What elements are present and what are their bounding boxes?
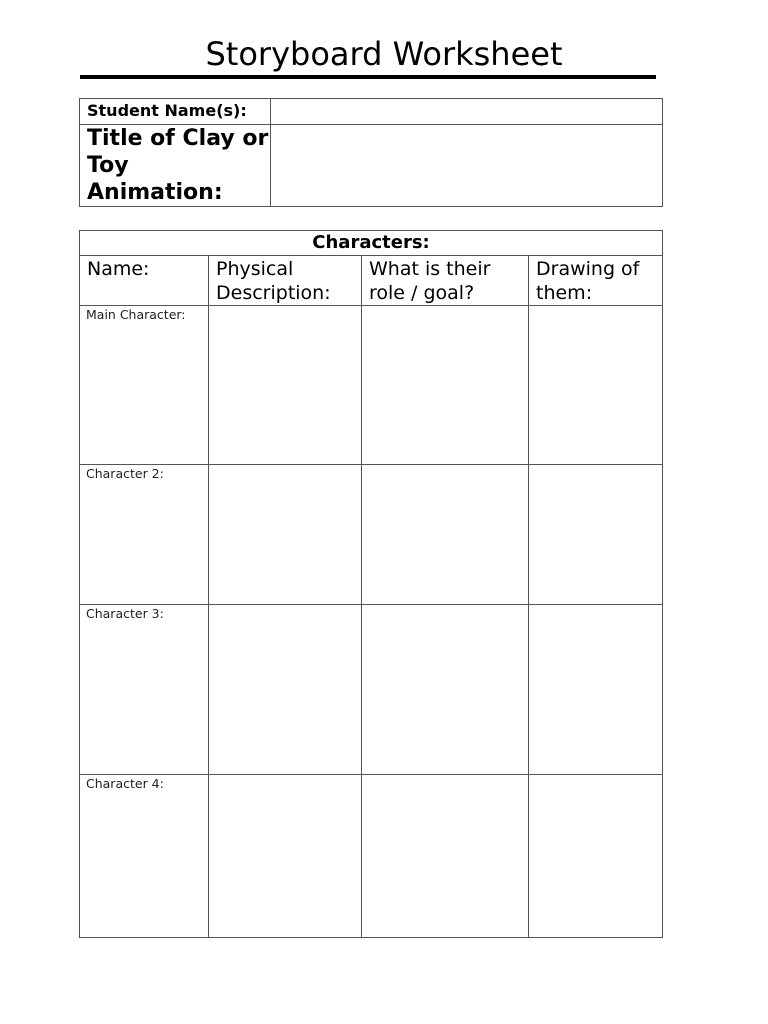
physical-description-cell[interactable] bbox=[209, 775, 362, 938]
characters-section-title: Characters: bbox=[80, 231, 663, 256]
role-goal-cell[interactable] bbox=[362, 605, 529, 775]
page-title: Storyboard Worksheet bbox=[205, 35, 563, 73]
column-header-physical-description: Physical Description: bbox=[209, 256, 362, 306]
character-name-cell: Character 3: bbox=[80, 605, 209, 775]
characters-table bbox=[79, 230, 663, 938]
characters-header-row bbox=[80, 256, 663, 306]
role-goal-cell[interactable] bbox=[362, 465, 529, 605]
character-name-cell: Character 2: bbox=[80, 465, 209, 605]
role-goal-cell[interactable] bbox=[362, 306, 529, 465]
character-name-cell: Main Character: bbox=[80, 306, 209, 465]
table-row bbox=[80, 775, 663, 938]
table-row bbox=[80, 306, 663, 465]
drawing-cell[interactable] bbox=[529, 775, 663, 938]
student-name-field[interactable] bbox=[271, 99, 663, 125]
animation-title-label: Title of Clay or Toy Animation: bbox=[80, 125, 271, 207]
physical-description-cell[interactable] bbox=[209, 306, 362, 465]
drawing-cell[interactable] bbox=[529, 605, 663, 775]
drawing-cell[interactable] bbox=[529, 465, 663, 605]
physical-description-cell[interactable] bbox=[209, 465, 362, 605]
table-row bbox=[80, 465, 663, 605]
column-header-drawing: Drawing of them: bbox=[529, 256, 663, 306]
student-info-table bbox=[79, 98, 663, 207]
physical-description-cell[interactable] bbox=[209, 605, 362, 775]
animation-title-row bbox=[80, 125, 663, 207]
character-name-cell: Character 4: bbox=[80, 775, 209, 938]
title-underline bbox=[80, 75, 656, 79]
animation-title-field[interactable] bbox=[271, 125, 663, 207]
table-row bbox=[80, 605, 663, 775]
student-name-row bbox=[80, 99, 663, 125]
column-header-name: Name: bbox=[80, 256, 209, 306]
student-name-label: Student Name(s): bbox=[80, 99, 271, 125]
role-goal-cell[interactable] bbox=[362, 775, 529, 938]
characters-section-row bbox=[80, 231, 663, 256]
column-header-role-goal: What is their role / goal? bbox=[362, 256, 529, 306]
drawing-cell[interactable] bbox=[529, 306, 663, 465]
